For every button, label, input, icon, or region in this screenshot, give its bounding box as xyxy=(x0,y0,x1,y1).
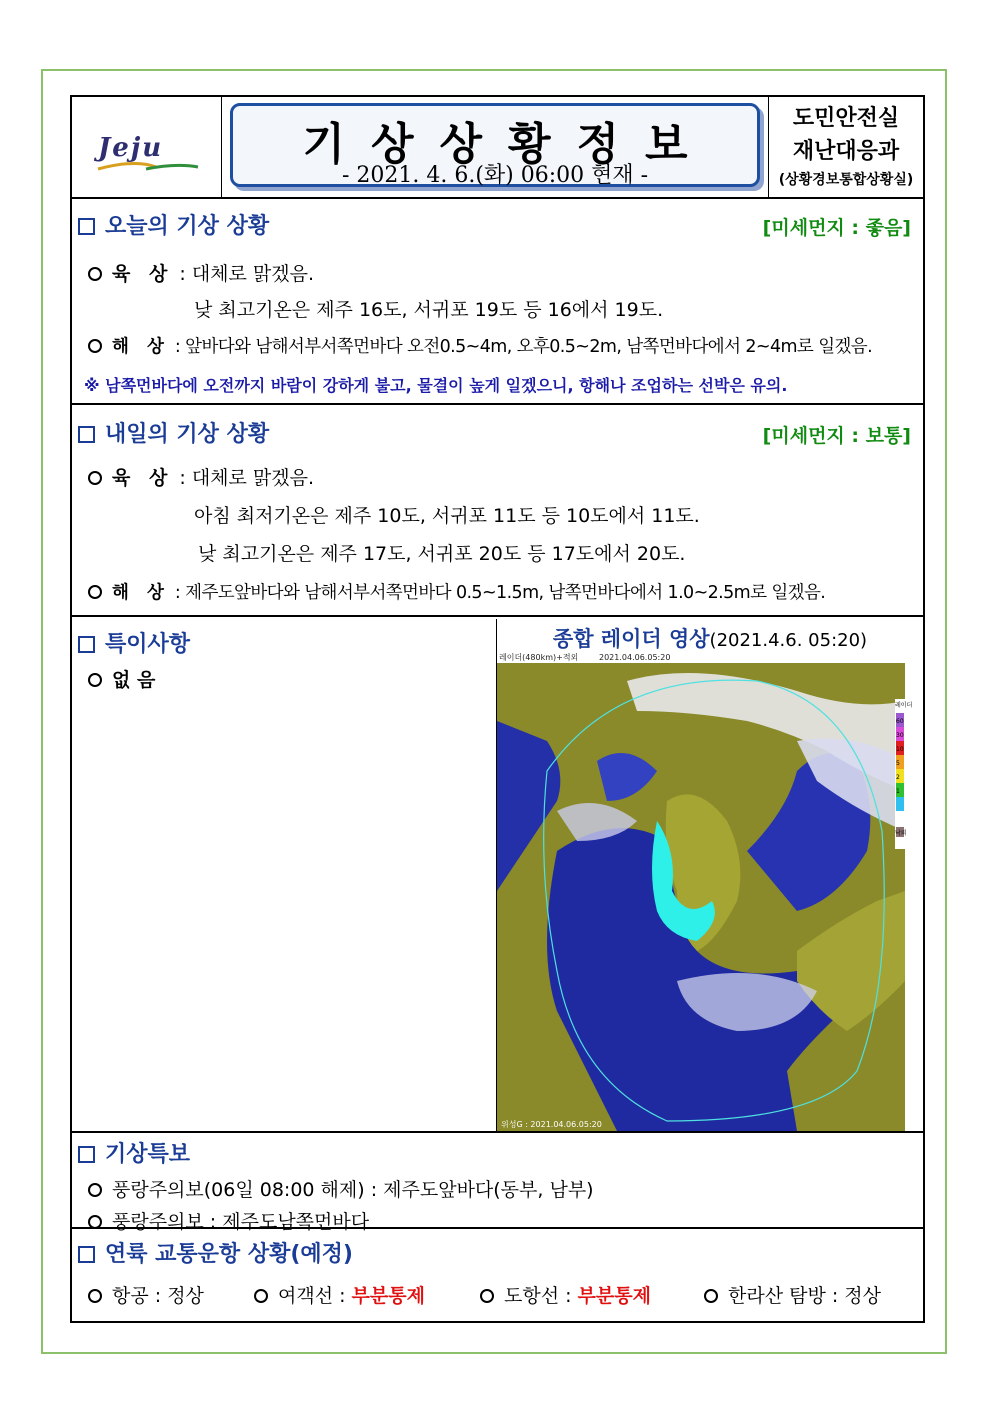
circle-bullet-icon xyxy=(88,339,102,353)
circle-bullet-icon xyxy=(88,1289,102,1303)
today-land-temp: 낮 최고기온은 제주 16도, 서귀포 19도 등 16에서 19도. xyxy=(194,299,664,321)
checkbox-icon xyxy=(78,636,95,653)
radar-legend-value: 5 xyxy=(896,760,900,767)
checkbox-icon xyxy=(78,1246,95,1263)
dept-room: (상황경보통합상황실) xyxy=(778,172,914,188)
today-land: 육 상 : 대체로 맑겠음. xyxy=(88,259,314,286)
radar-legend-value: 30 xyxy=(896,732,904,739)
tomorrow-land-low: 아침 최저기온은 제주 10도, 서귀포 11도 등 10도에서 11도. xyxy=(194,505,700,527)
radar-legend-title: 레이더 xyxy=(895,702,913,709)
transport-section xyxy=(72,1231,923,1321)
radar-legend-lightning: 낙뢰 xyxy=(895,830,907,837)
special-item: 없 음 xyxy=(88,665,155,692)
radar-caption-top: 레이더(480km)+적외 xyxy=(499,653,579,662)
circle-bullet-icon xyxy=(88,267,102,281)
circle-bullet-icon xyxy=(88,585,102,599)
tomorrow-land: 육 상 : 대체로 맑겠음. xyxy=(88,463,314,490)
circle-bullet-icon xyxy=(88,673,102,687)
advisory-section xyxy=(72,1135,923,1233)
special-title: 특이사항 xyxy=(78,627,190,658)
tomorrow-title: 내일의 기상 상황 xyxy=(78,417,269,448)
checkbox-icon xyxy=(78,426,95,443)
dept-division: 재난대응과 xyxy=(792,139,900,164)
advisory-title: 기상특보 xyxy=(78,1137,190,1168)
circle-bullet-icon xyxy=(254,1289,268,1303)
circle-bullet-icon xyxy=(480,1289,494,1303)
radar-legend-value: 1 xyxy=(896,788,900,795)
radar-image xyxy=(497,651,913,1131)
radar-caption-time: 2021.04.06.05:20 xyxy=(599,653,671,662)
tomorrow-sea: 해 상 : 제주도앞바다와 남해서부서쪽먼바다 0.5~1.5m, 남쪽먼바다에서 1.0~2.5m로 일겠음. xyxy=(88,579,825,604)
advisory-item-2: 풍랑주의보 : 제주도남쪽먼바다 xyxy=(88,1207,369,1234)
dust-status-tomorrow: [미세먼지 : 보통] xyxy=(762,425,911,447)
today-sea: 해 상 : 앞바다와 남해서부서쪽먼바다 오전0.5~4m, 오후0.5~2m, 남쪽먼바다에서 2~4m로 일겠음. xyxy=(88,333,872,358)
tomorrow-section xyxy=(72,407,923,617)
circle-bullet-icon xyxy=(88,471,102,485)
circle-bullet-icon xyxy=(704,1289,718,1303)
radar-title: 종합 레이더 영상(2021.4.6. 05:20) xyxy=(552,627,868,651)
page-title: 기상상황정보 xyxy=(302,119,714,170)
special-section xyxy=(72,619,923,1133)
transport-island-ferry: 도항선 : 부분통제 xyxy=(480,1281,651,1308)
transport-air: 항공 : 정상 xyxy=(88,1281,204,1308)
today-title: 오늘의 기상 상황 xyxy=(78,209,269,240)
checkbox-icon xyxy=(78,1146,95,1163)
circle-bullet-icon xyxy=(88,1215,102,1229)
radar-legend-value: 10 xyxy=(896,746,904,753)
transport-ferry: 여객선 : 부분통제 xyxy=(254,1281,425,1308)
tomorrow-land-high: 낮 최고기온은 제주 17도, 서귀포 20도 등 17도에서 20도. xyxy=(198,543,686,565)
advisory-item-1: 풍랑주의보(06일 08:00 해제) : 제주도앞바다(동부, 남부) xyxy=(88,1175,594,1202)
department xyxy=(768,97,923,197)
weather-report xyxy=(70,95,925,1323)
checkbox-icon xyxy=(78,218,95,235)
transport-title: 연륙 교통운항 상황(예정) xyxy=(78,1237,353,1268)
radar-map xyxy=(497,651,913,1131)
radar-legend-value: 2 xyxy=(896,774,900,781)
radar-legend-value: 60 xyxy=(896,718,904,725)
page-subtitle: - 2021. 4. 6.(화) 06:00 현재 - xyxy=(341,163,649,188)
radar-caption-bottom: 위성G : 2021.04.06.05:20 xyxy=(501,1120,602,1129)
dept-office: 도민안전실 xyxy=(792,106,900,131)
today-section xyxy=(72,199,923,405)
jeju-logo: Jeju xyxy=(98,133,164,163)
circle-bullet-icon xyxy=(88,1183,102,1197)
header xyxy=(72,97,923,199)
logo-cell xyxy=(72,97,222,197)
title-box xyxy=(230,103,760,187)
transport-hallasan: 한라산 탐방 : 정상 xyxy=(704,1281,881,1308)
radar-panel xyxy=(496,619,923,1131)
logo-swoosh-icon xyxy=(96,161,200,173)
dust-status-today: [미세먼지 : 좋음] xyxy=(762,217,911,239)
today-warning: ※ 남쪽먼바다에 오전까지 바람이 강하게 불고, 물결이 높게 일겠으니, 항해나 조업하는 선박은 유의. xyxy=(84,376,788,395)
